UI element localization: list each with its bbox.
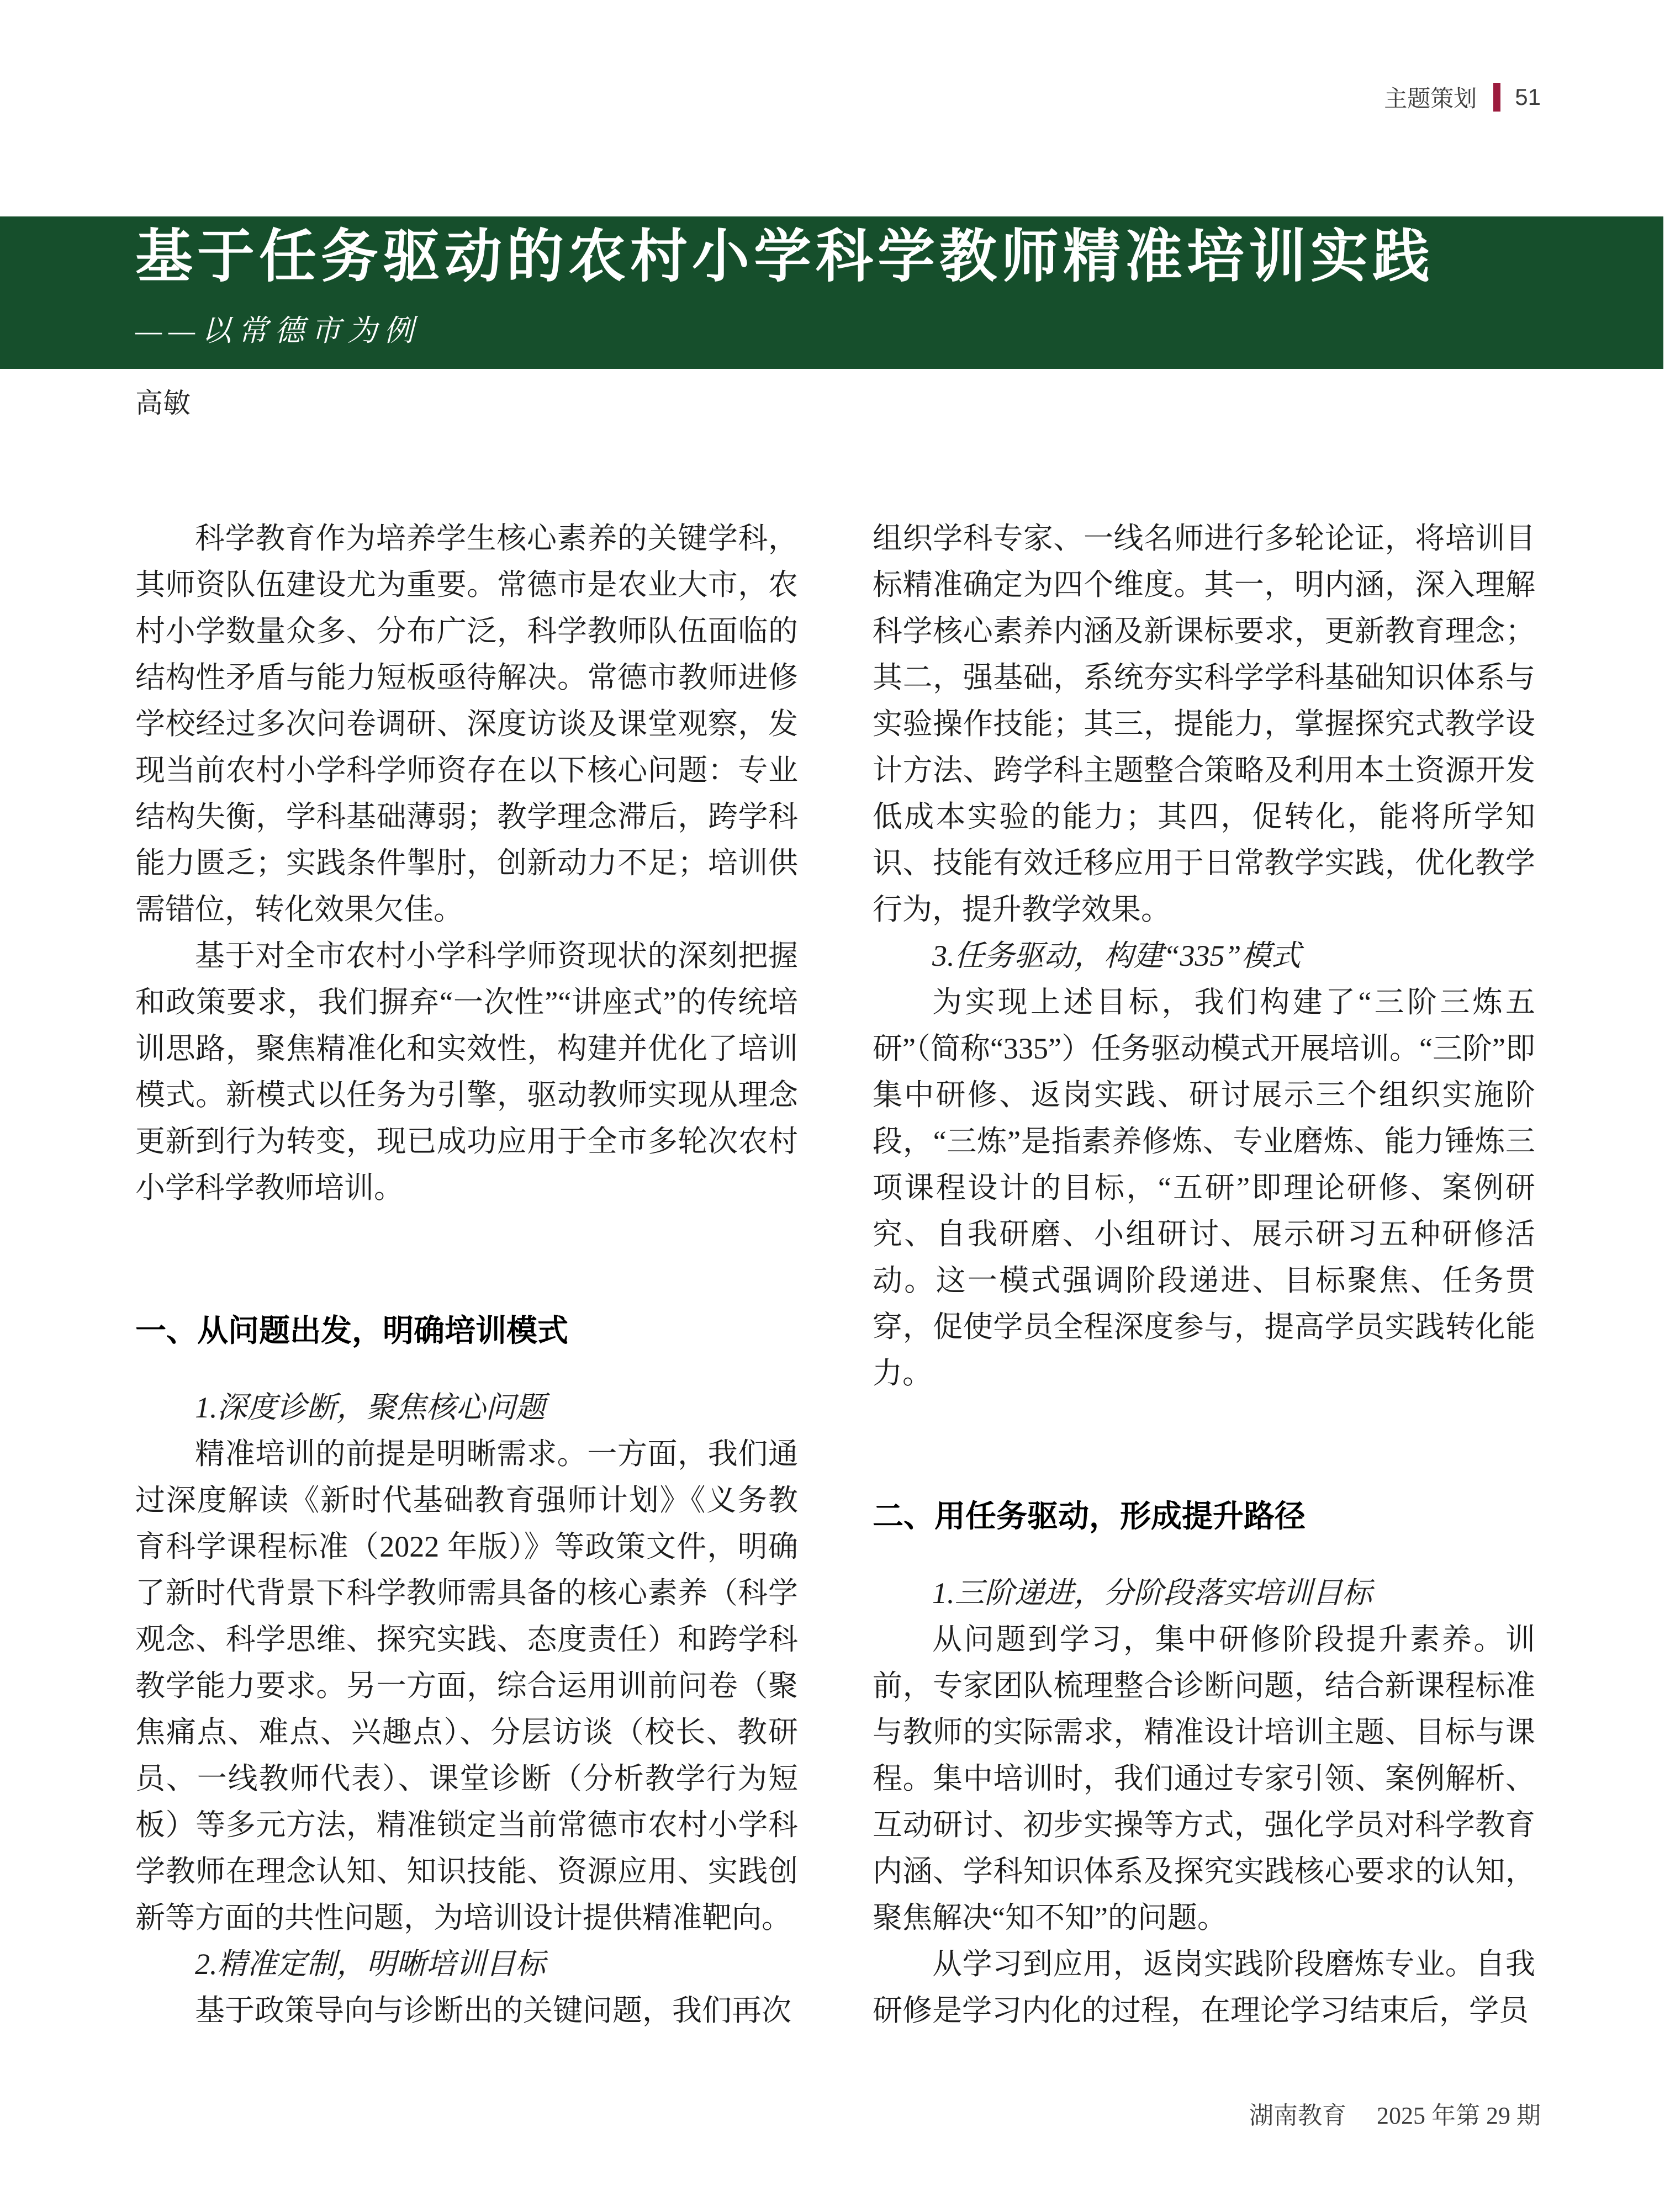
running-header [1384,81,1541,114]
title-banner [0,216,1663,369]
article-title: 基于任务驱动的农村小学科学教师精准培训实践 [135,225,1435,289]
paragraph: 基于政策导向与诊断出的关键问题，我们再次 [195,1994,791,2027]
issue-label: 2025 年第 29 期 [1377,2102,1541,2129]
right-column [873,515,1535,2034]
paragraph: 从学习到应用，返岗实践阶段磨炼专业。自我研修是学习内化的过程，在理论学习结束后，学员 [873,1948,1535,2027]
page-number: 51 [1515,84,1541,110]
left-column [135,515,798,2034]
paragraph: 组织学科专家、一线名师进行多轮论证，将培训目标精准确定为四个维度。其一，明内涵，深入理解科学核心素养内涵及新课标要求，更新教育理念；其二，强基础，系统夯实科学学科基础知识体系与实验操作技能；其三，提能力，掌握探究式教学设计方法、跨学科主题整合策略及利用本土资源开发低成本实验的能力；其四，促转化，能将所学知识、技能有效迁移应用于日常教学实践，优化教学行为，提升教学效果。 [873,522,1535,926]
section-heading: 二、用任务驱动，形成提升路径 [873,1499,1306,1533]
article-body [135,515,1535,2034]
paragraph: 从问题到学习，集中研修阶段提升素养。训前，专家团队梳理整合诊断问题，结合新课程标准与教师的实际需求，精准设计培训主题、目标与课程。集中培训时，我们通过专家引领、案例解析、互动研讨、初步实操等方式，强化学员对科学教育内涵、学科知识体系及探究实践核心要求的认知，聚焦解决“知不知”的问题。 [873,1623,1535,1934]
sub-heading: 2.精准定制，明晰培训目标 [195,1948,546,1981]
journal-name: 湖南教育 [1249,2102,1346,2129]
sub-heading: 3.任务驱动，构建“335”模式 [932,939,1301,972]
section-heading: 一、从问题出发，明确培训模式 [135,1313,568,1348]
section-label: 主题策划 [1384,86,1477,112]
paragraph: 科学教育作为培养学生核心素养的关键学科，其师资队伍建设尤为重要。常德市是农业大市，农村小学数量众多、分布广泛，科学教师队伍面临的结构性矛盾与能力短板亟待解决。常德市教师进修学校经过多次问卷调研、深度访谈及课堂观察，发现当前农村小学科学师资存在以下核心问题：专业结构失衡，学科基础薄弱；教学理念滞后，跨学科能力匮乏；实践条件掣肘，创新动力不足；培训供需错位，转化效果欠佳。 [135,522,798,926]
header-divider-bar [1493,83,1500,112]
sub-heading: 1.深度诊断，聚焦核心问题 [195,1391,546,1424]
paragraph: 精准培训的前提是明晰需求。一方面，我们通过深度解读《新时代基础教育强师计划》《义务教育科学课程标准（2022 年版）》等政策文件，明确了新时代背景下科学教师需具备的核心素养（科学观念、科学思维、探究实践、态度责任）和跨学科教学能力要求。另一方面，综合运用训前问卷（聚焦痛点、难点、兴趣点）、分层访谈（校长、教研员、一线教师代表）、课堂诊断（分析教学行为短板）等多元方法，精准锁定当前常德市农村小学科学教师在理念认知、知识技能、资源应用、实践创新等方面的共性问题，为培训设计提供精准靶向。 [135,1437,798,1934]
sub-heading: 1.三阶递进，分阶段落实培训目标 [932,1576,1372,1610]
author-name: 高敏 [135,388,191,419]
article-subtitle: ——以常德市为例 [135,314,421,348]
page-footer [1249,2095,1541,2131]
paragraph: 为实现上述目标，我们构建了“三阶三炼五研”（简称“335”）任务驱动模式开展培训。“三阶”即集中研修、返岗实践、研讨展示三个组织实施阶段，“三炼”是指素养修炼、专业磨炼、能力锤炼三项课程设计的目标，“五研”即理论研修、案例研究、自我研磨、小组研讨、展示研习五种研修活动。这一模式强调阶段递进、目标聚焦、任务贯穿，促使学员全程深度参与，提高学员实践转化能力。 [873,986,1535,1390]
paragraph: 基于对全市农村小学科学师资现状的深刻把握和政策要求，我们摒弃“一次性”“讲座式”的传统培训思路，聚焦精准化和实效性，构建并优化了培训模式。新模式以任务为引擎，驱动教师实现从理念更新到行为转变，现已成功应用于全市多轮次农村小学科学教师培训。 [135,939,798,1204]
